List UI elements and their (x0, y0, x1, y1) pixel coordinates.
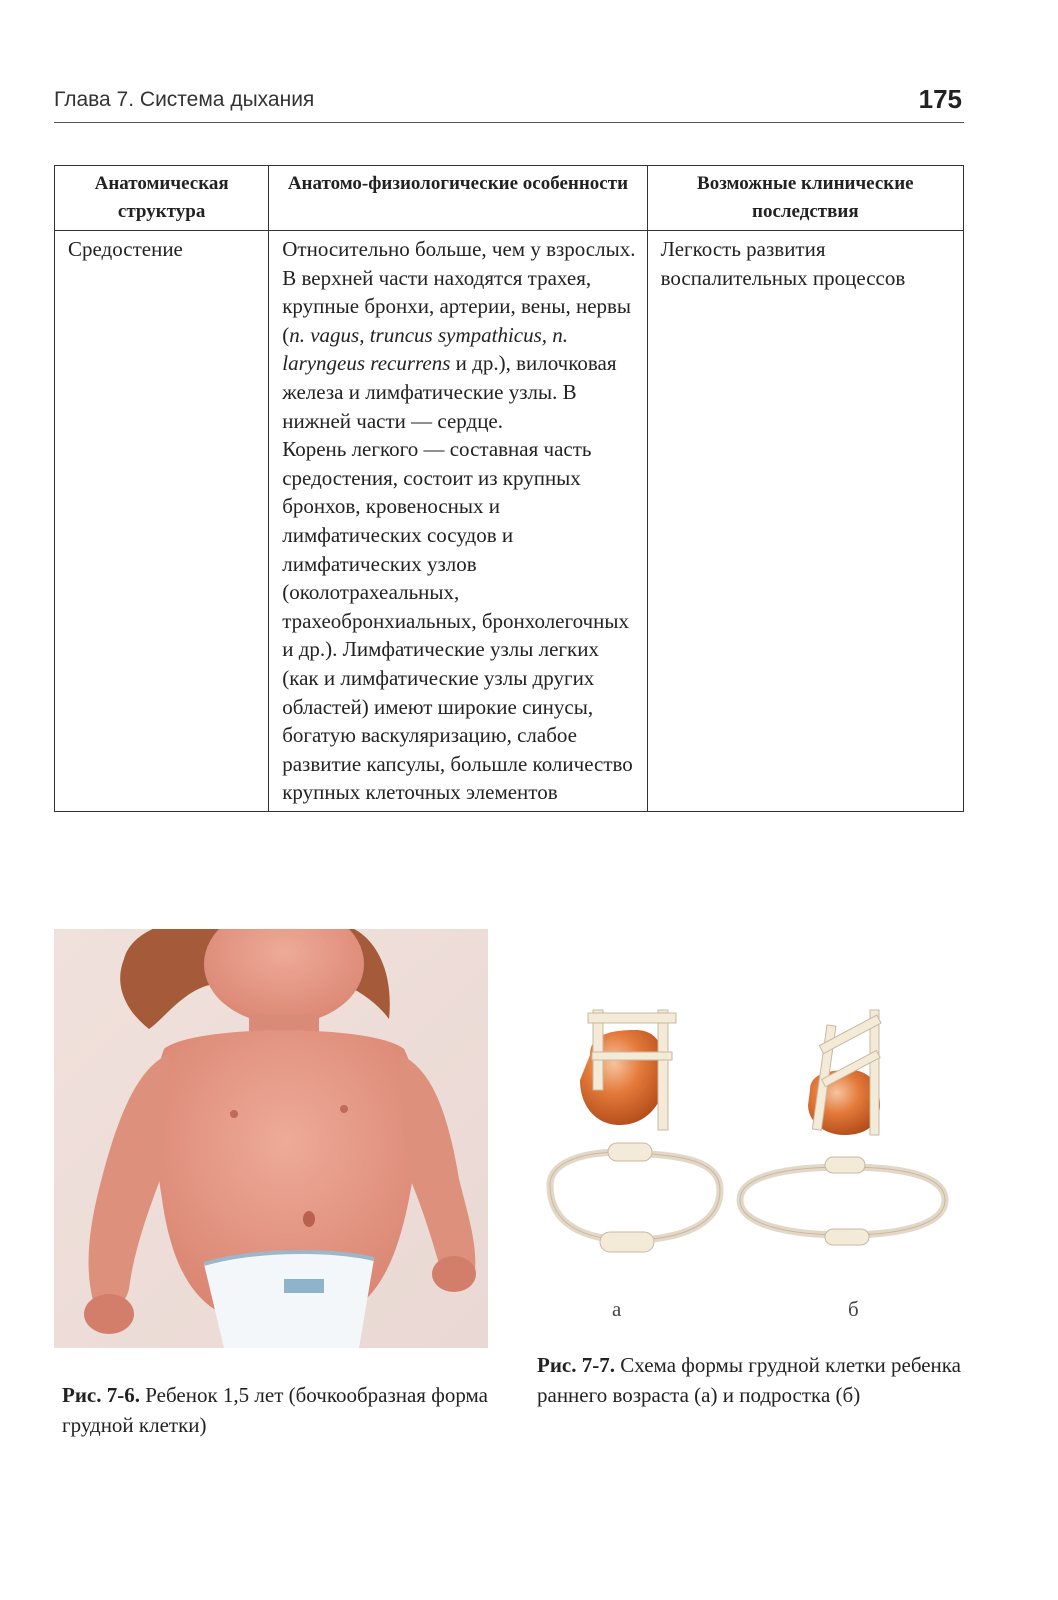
chapter-title: Глава 7. Система дыхания (54, 88, 315, 111)
running-head (54, 86, 964, 123)
cell-consequences: Легкость развития воспалительных процессов (647, 231, 963, 812)
figure-7-7-caption (537, 1350, 965, 1410)
page-number: 175 (918, 84, 962, 114)
table-row (55, 231, 964, 812)
header-features: Анатомо-физиологические особенности (269, 166, 647, 231)
chest-shape-schematic (530, 995, 970, 1325)
panel-b-label: б (848, 1297, 859, 1321)
features-paragraph-1 (282, 235, 638, 435)
figure-7-6-label: Рис. 7-6. (62, 1383, 140, 1407)
cell-features (269, 231, 647, 812)
cell-structure: Средостение (55, 231, 269, 812)
panel-a-shapes (550, 1010, 720, 1252)
header-structure: Анатомическая структура (55, 166, 269, 231)
latin-nerve-names: n. vagus, truncus sympathicus, n. laryngeus recurrens (282, 322, 569, 376)
features-paragraph-2: Корень легкого — составная часть средостения, состоит из крупных бронхов, кровеносных и лимфатических сосудов и лимфатических узлов (околотрахеальных, трахеобронхиальных, бронхолегочных и др.). Лимфатические узлы легких (как и лимфатические узлы других областей) имеют широкие синусы, богатую васкуляризацию, слабое развитие капсулы, большле количество крупных клеточных элементов (282, 437, 633, 805)
figure-7-6-caption (62, 1380, 492, 1440)
figure-7-7-text: Схема формы грудной клетки ребенка раннего возраста (а) и подростка (б) (537, 1353, 961, 1407)
figure-7-6-text: Ребенок 1,5 лет (бочкообразная форма грудной клетки) (62, 1383, 488, 1437)
header-consequences: Возможные клинические последствия (647, 166, 963, 231)
child-illustration (54, 929, 488, 1348)
chest-shape-diagram (530, 995, 970, 1325)
features-text-end: и др.), вилочковая железа и лимфатические узлы. В нижней части — сердце. (282, 351, 617, 433)
figure-7-7-label: Рис. 7-7. (537, 1353, 615, 1377)
panel-b-shapes (740, 1010, 945, 1245)
table-header-row (55, 166, 964, 231)
panel-a-label: а (612, 1297, 622, 1321)
child-photo (54, 929, 488, 1348)
features-text: Относительно больше, чем у взрослых. В верхней части находятся трахея, крупные бронхи, артерии, вены, нервы ( (282, 237, 636, 347)
anatomy-table (54, 165, 964, 812)
